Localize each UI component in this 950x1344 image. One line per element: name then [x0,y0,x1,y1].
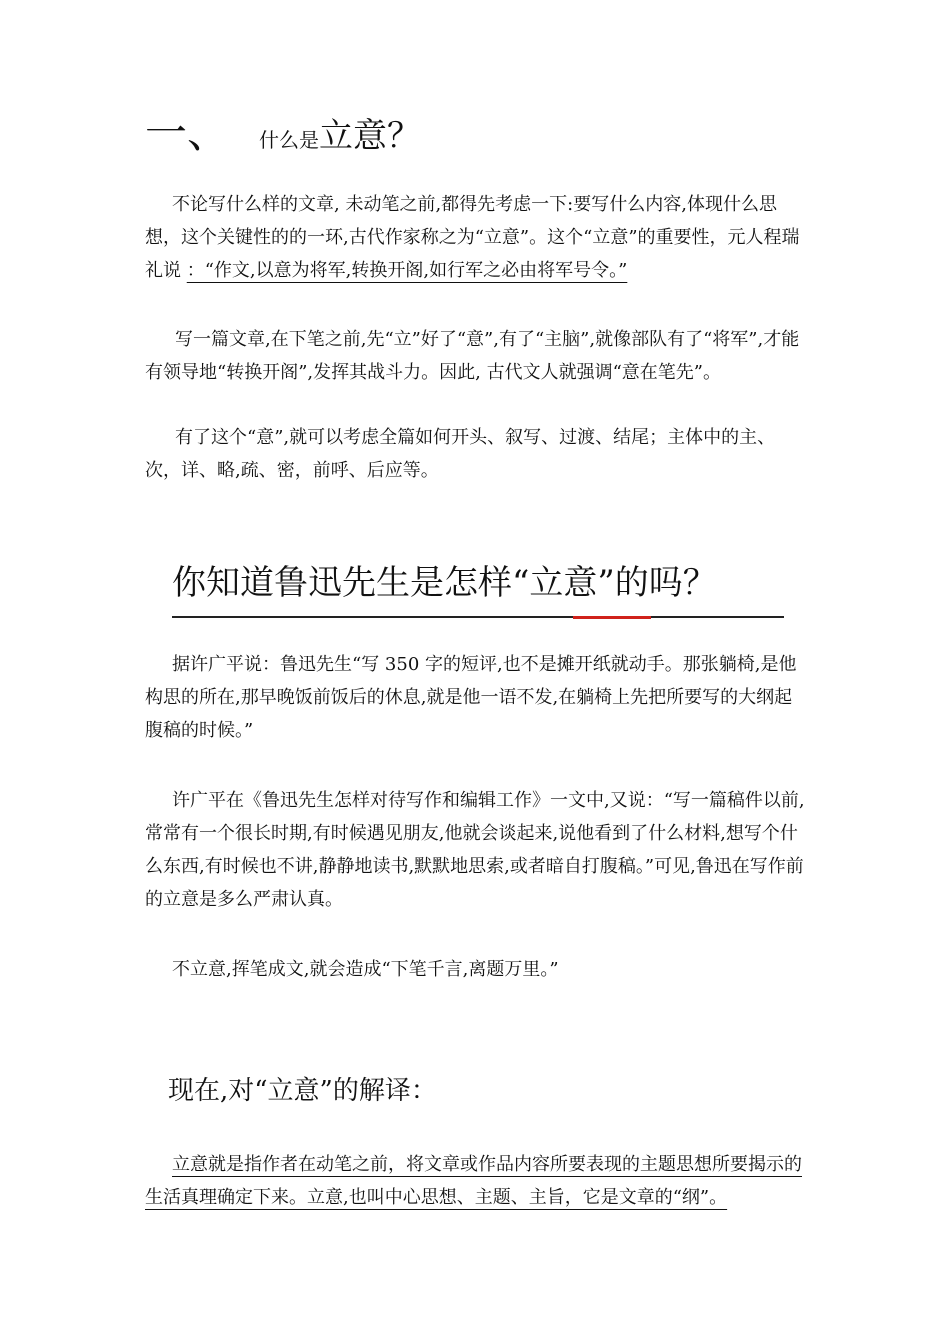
section2-rule [172,616,784,618]
paragraph-3: 有了这个“意”,就可以考虑全篇如何开头、叙写、过渡、结尾；主体中的主、次，详、略,疏、密，前呼、后应等。 [145,427,776,481]
paragraph-2: 写一篇文章,在下笔之前,先“立”好了“意”,有了“主脑”,就像部队有了“将军”,才能有领导地“转换开阁”,发挥其战斗力。因此, 古代文人就强调“意在笔先”。 [145,329,800,383]
paragraph-1-text: 不论写什么样的文章, 未动笔之前,都得先考虑一下:要写什么内容,体现什么思想，这个关键性的的一环,古代作家称之为“立意”。这个“立意”的重要性，元人程瑞礼说 [145,194,800,281]
section3-heading [168,1070,437,1107]
definition-text: 立意就是指作者在动笔之前，将文章或作品内容所要表现的主题思想所要揭示的生活真理确定下来。立意,也叫中心思想、主题、主旨，它是文章的“纲”。 [145,1154,802,1208]
paragraph-4: 据许广平说：鲁迅先生“写 350 字的短评,也不是摊开纸就动手。那张躺椅,是他构思的所在,那早晚饭前饭后的休息,就是他一语不发,在躺椅上先把所要写的大纲起腹稿的时候。” [145,654,797,741]
definition-paragraph [145,1148,810,1214]
paragraph-6: 不立意,挥笔成文,就会造成“下笔千言,离题万里。” [172,959,559,980]
section1-number: 一、 [145,108,230,157]
paragraph-1-quote: ：“作文,以意为将军,转换开阁,如行军之必由将军号令。” [186,260,628,281]
section2-heading [172,555,717,604]
section1-title: 立意？ [319,116,422,156]
paragraph-5: 许广平在《鲁迅先生怎样对待写作和编辑工作》一文中,又说：“写一篇稿件以前,常常有一个很长时期,有时候遇见朋友,他就会谈起来,说他看到了什么材料,想写个什么东西,有时候也不讲,静静地读书,默默地思索,或者暗自打腹稿。”可见,鲁迅在写作前的立意是多么严肃认真。 [145,790,805,910]
section2-title: 你知道鲁迅先生是怎样“立意”的吗？ [172,563,717,603]
section1-heading [145,100,421,160]
section2-rule-accent [573,616,651,619]
section1-prefix: 什么是 [259,128,320,152]
paragraph-1 [145,188,810,287]
section3-title: 现在,对“立意”的解译： [168,1076,437,1106]
